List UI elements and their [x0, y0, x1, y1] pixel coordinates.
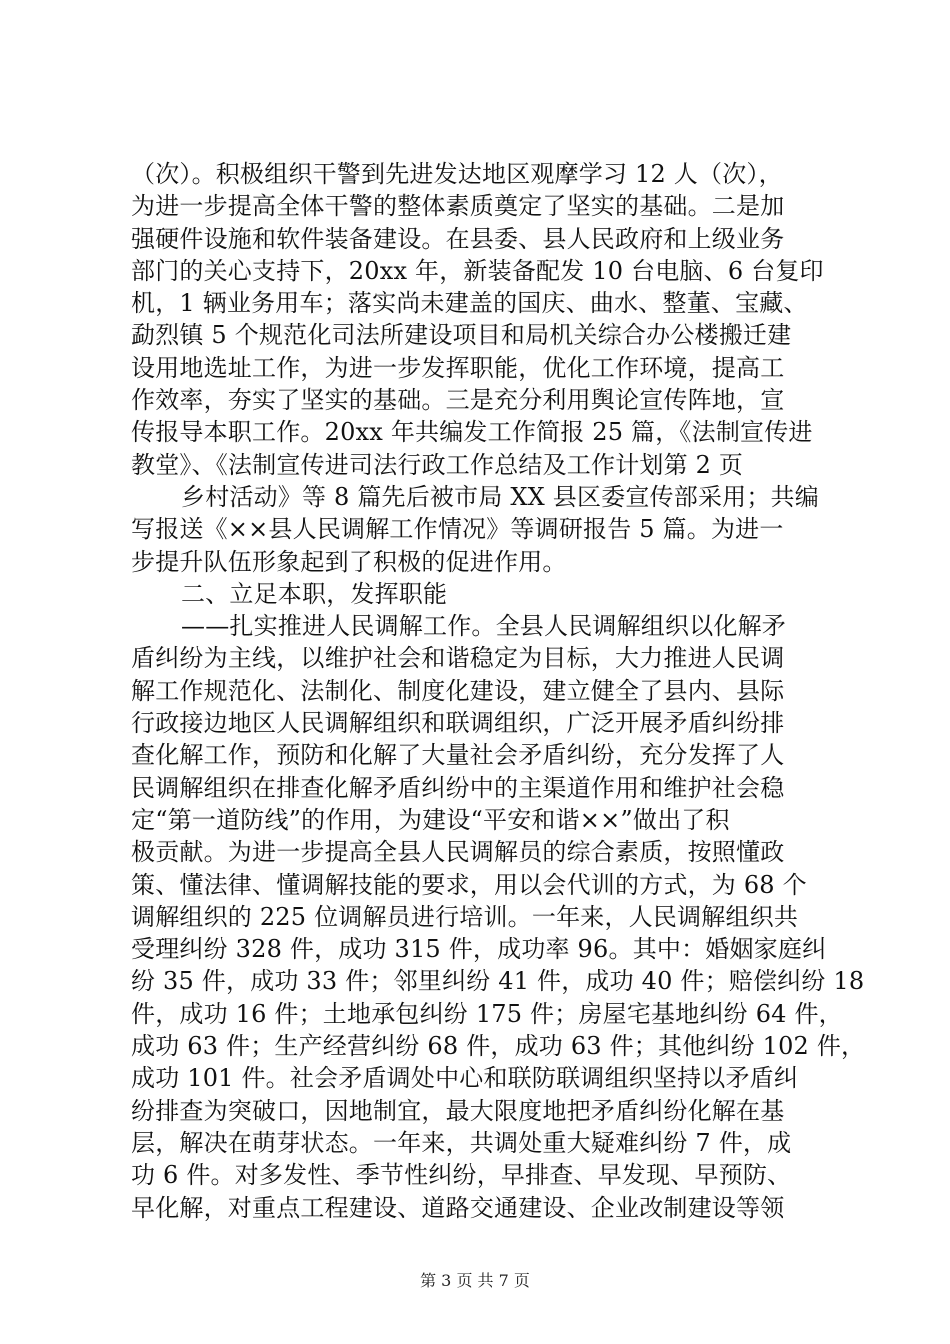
text-line: 解工作规范化、法制化、制度化建设，建立健全了县内、县际	[131, 676, 785, 705]
text-line: 纷排查为突破口，因地制宜，最大限度地把矛盾纠纷化解在基	[131, 1096, 785, 1125]
text-line: 盾纠纷为主线，以维护社会和谐稳定为目标，大力推进人民调	[131, 644, 785, 673]
text-line: 层，解决在萌芽状态。一年来，共调处重大疑难纠纷 7 件，成	[131, 1128, 792, 1157]
text-line: 成功 101 件。社会矛盾调处中心和联防联调组织坚持以矛盾纠	[131, 1064, 799, 1093]
text-line: 乡村活动》等 8 篇先后被市局 XX 县区委宣传部采用；共编	[181, 482, 819, 511]
text-line: 机，1 辆业务用车；落实尚未建盖的国庆、曲水、整董、宝藏、	[131, 289, 808, 318]
text-line: 二、立足本职，发挥职能	[181, 579, 448, 608]
text-line: 极贡献。为进一步提高全县人民调解员的综合素质，按照懂政	[131, 838, 785, 867]
text-line: 写报送《××县人民调解工作情况》等调研报告 5 篇。为进一	[131, 515, 784, 544]
text-line: 步提升队伍形象起到了积极的促进作用。	[131, 547, 567, 576]
text-line: 民调解组织在排查化解矛盾纠纷中的主渠道作用和维护社会稳	[131, 773, 785, 802]
text-line: 策、懂法律、懂调解技能的要求，用以会代训的方式，为 68 个	[131, 870, 807, 899]
text-line: 成功 63 件；生产经营纠纷 68 件，成功 63 件；其他纠纷 102 件，	[131, 1032, 866, 1061]
text-line: 教堂》、《法制宣传进司法行政工作总结及工作计划第 2 页	[131, 450, 744, 479]
text-line: 传报导本职工作。20xx 年共编发工作简报 25 篇，《法制宣传进	[131, 418, 813, 447]
text-line: （次）。积极组织干警到先进发达地区观摩学习 12 人（次），	[131, 160, 783, 188]
page-footer: 第 3 页 共 7 页	[420, 1271, 530, 1290]
text-line: 件，成功 16 件；土地承包纠纷 175 件；房屋宅基地纠纷 64 件，	[131, 999, 843, 1028]
text-line: 调解组织的 225 位调解员进行培训。一年来，人民调解组织共	[131, 902, 799, 931]
text-line: 早化解，对重点工程建设、道路交通建设、企业改制建设等领	[131, 1193, 785, 1222]
text-line: 为进一步提高全体干警的整体素质奠定了坚实的基础。二是加	[131, 192, 785, 221]
text-line: 受理纠纷 328 件，成功 315 件，成功率 96。其中：婚姻家庭纠	[131, 935, 827, 964]
text-line: 查化解工作，预防和化解了大量社会矛盾纠纷，充分发挥了人	[131, 741, 785, 770]
text-line: 功 6 件。对多发性、季节性纠纷，早排查、早发现、早预防、	[131, 1161, 792, 1190]
text-line: 定“第一道防线”的作用，为建设“平安和谐××”做出了积	[131, 805, 730, 834]
text-line: 作效率，夯实了坚实的基础。三是充分利用舆论宣传阵地，宣	[131, 386, 785, 415]
text-line: 行政接边地区人民调解组织和联调组织，广泛开展矛盾纠纷排	[131, 709, 785, 738]
document-body	[131, 158, 866, 1224]
text-line: 强硬件设施和软件装备建设。在县委、县人民政府和上级业务	[131, 224, 785, 253]
text-line: ——扎实推进人民调解工作。全县人民调解组织以化解矛	[181, 612, 786, 641]
text-line: 纷 35 件，成功 33 件；邻里纠纷 41 件，成功 40 件；赔偿纠纷 18	[131, 967, 865, 996]
text-line: 设用地选址工作，为进一步发挥职能，优化工作环境，提高工	[131, 353, 785, 382]
text-line: 部门的关心支持下，20xx 年，新装备配发 10 台电脑、6 台复印	[131, 256, 824, 285]
text-line: 勐烈镇 5 个规范化司法所建设项目和局机关综合办公楼搬迁建	[131, 321, 792, 350]
